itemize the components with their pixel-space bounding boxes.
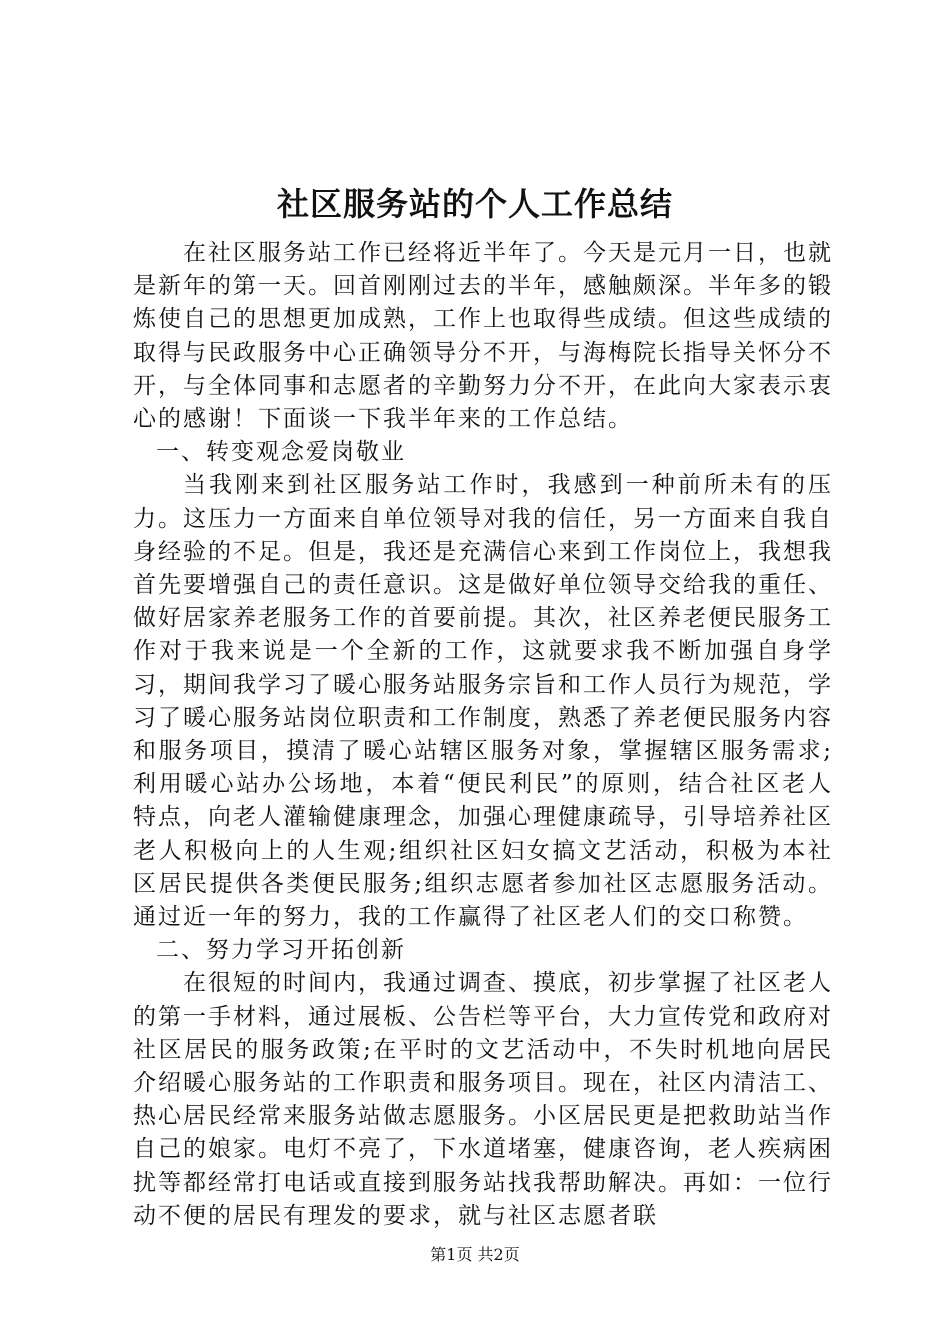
section-1-paragraph: 当我刚来到社区服务站工作时，我感到一种前所未有的压力。这压力一方面来自单位领导对我的信任，另一方面来自我自身经验的不足。但是，我还是充满信心来到工作岗位上，我想我首先要增强自己的责任意识。这是做好单位领导交给我的重任、做好居家养老服务工作的首要前提。其次，社区养老便民服务工作对于我来说是一个全新的工作，这就要求我不断加强自身学习，期间我学习了暖心服务站服务宗旨和工作人员行为规范，学习了暖心服务站岗位职责和工作制度，熟悉了养老便民服务内容和服务项目，摸清了暖心站辖区服务对象，掌握辖区服务需求;利用暖心站办公场地，本着“便民利民”的原则，结合社区老人特点，向老人灌输健康理念，加强心理健康疏导，引导培养社区老人积极向上的人生观;组织社区妇女搞文艺活动，积极为本社区居民提供各类便民服务;组织志愿者参加社区志愿服务活动。通过近一年的努力，我的工作赢得了社区老人们的交口称赞。: [133, 472, 833, 931]
section-2-paragraph: 在很短的时间内，我通过调查、摸底，初步掌握了社区老人的第一手材料，通过展板、公告栏等平台，大力宣传党和政府对社区居民的服务政策;在平时的文艺活动中，不失时机地向居民介绍暖心服务站的工作职责和服务项目。现在，社区内清洁工、热心居民经常来服务站做志愿服务。小区居民更是把救助站当作自己的娘家。电灯不亮了，下水道堵塞，健康咨询，老人疾病困扰等都经常打电话或直接到服务站找我帮助解决。再如：一位行动不便的居民有理发的要求，就与社区志愿者联: [133, 970, 833, 1229]
document-body: [133, 237, 833, 1233]
section-heading-1: 一、转变观念爱岗敬业: [156, 439, 406, 466]
page-footer: 第1页 共2页: [430, 1245, 520, 1264]
section-heading-2: 二、努力学习开拓创新: [156, 937, 406, 964]
intro-paragraph: 在社区服务站工作已经将近半年了。今天是元月一日，也就是新年的第一天。回首刚刚过去的半年，感触颇深。半年多的锻炼使自己的思想更加成熟，工作上也取得些成绩。但这些成绩的取得与民政服务中心正确领导分不开，与海梅院长指导关怀分不开，与全体同事和志愿者的辛勤努力分不开，在此向大家表示衷心的感谢！下面谈一下我半年来的工作总结。: [133, 240, 833, 433]
document-title: 社区服务站的个人工作总结: [276, 185, 673, 223]
